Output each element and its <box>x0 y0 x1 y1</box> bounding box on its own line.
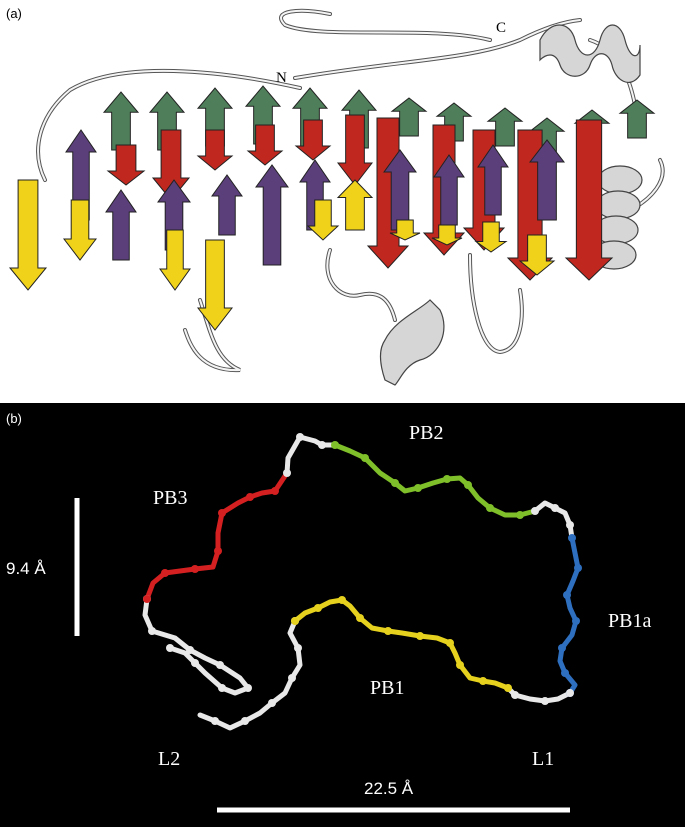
atom-bead <box>191 659 199 667</box>
atom-bead <box>416 632 424 640</box>
l2-loop <box>145 599 248 693</box>
atom-bead <box>516 511 524 519</box>
atom-bead <box>551 504 559 512</box>
atom-bead <box>331 441 339 449</box>
atom-bead <box>244 684 252 692</box>
atom-bead <box>294 644 302 652</box>
atom-bead <box>561 669 569 677</box>
atom-bead <box>566 689 574 697</box>
atom-bead <box>211 717 219 725</box>
helix-bottom <box>380 300 443 385</box>
vertical-scale-label: 9.4 Å <box>6 559 46 578</box>
atom-bead <box>314 604 322 612</box>
atom-bead <box>271 487 279 495</box>
label-pb1a: PB1a <box>608 610 652 632</box>
atom-bead <box>283 469 291 477</box>
horizontal-scale-label: 22.5 Å <box>364 779 414 798</box>
atom-bead <box>356 614 364 622</box>
atom-bead <box>143 595 151 603</box>
purple-strand <box>256 165 288 265</box>
atom-bead <box>268 699 276 707</box>
red-strand <box>108 145 144 185</box>
atom-bead <box>563 591 571 599</box>
atom-bead <box>511 691 519 699</box>
label-pb1: PB1 <box>370 677 405 699</box>
atom-bead <box>214 547 222 555</box>
top-link <box>287 437 335 473</box>
atom-bead <box>574 564 582 572</box>
atom-bead <box>216 661 224 669</box>
atom-bead <box>541 697 549 705</box>
label-pb3: PB3 <box>153 487 188 509</box>
backbone-trace <box>0 403 685 827</box>
label-l1: L1 <box>532 748 555 770</box>
yellow-strand <box>10 180 46 290</box>
purple-strand <box>106 190 136 260</box>
atom-bead <box>361 454 369 462</box>
backbone-atoms <box>143 433 582 725</box>
atom-bead <box>246 493 254 501</box>
atom-bead <box>296 433 304 441</box>
yellow-strand <box>160 230 190 290</box>
atom-bead <box>161 569 169 577</box>
atom-bead <box>391 479 399 487</box>
backbone-segments <box>145 437 578 728</box>
l2-tail <box>200 621 300 728</box>
atom-bead <box>572 617 580 625</box>
panel-a-label: (a) <box>6 6 22 21</box>
atom-bead <box>558 644 566 652</box>
atom-bead <box>166 644 174 652</box>
green-strand <box>104 92 138 150</box>
atom-bead <box>531 507 539 515</box>
beta-strands <box>10 86 654 330</box>
atom-bead <box>464 481 472 489</box>
panel-b-backbone-trace <box>0 403 685 827</box>
atom-bead <box>384 627 392 635</box>
atom-bead <box>241 717 249 725</box>
atom-bead <box>414 484 422 492</box>
red-strand <box>248 125 282 165</box>
green-strand <box>620 100 654 138</box>
atom-bead <box>191 565 199 573</box>
helix-top-right <box>540 25 640 82</box>
yellow-strand <box>64 200 96 260</box>
panel-a-ribbon-diagram <box>0 0 685 403</box>
atom-bead <box>446 639 454 647</box>
atom-bead <box>568 534 576 542</box>
atom-bead <box>338 596 346 604</box>
panel-b-label: (b) <box>6 411 22 426</box>
c-terminus-label: C <box>496 20 507 36</box>
purple-strand <box>212 175 242 235</box>
label-l2: L2 <box>158 748 181 770</box>
atom-bead <box>218 509 226 517</box>
pb1-segment <box>295 600 508 688</box>
atom-bead <box>479 677 487 685</box>
atom-bead <box>443 475 451 483</box>
atom-bead <box>566 521 574 529</box>
atom-bead <box>291 617 299 625</box>
ribbon-diagram <box>0 0 685 403</box>
atom-bead <box>148 627 156 635</box>
yellow-strand <box>338 180 372 230</box>
atom-bead <box>486 504 494 512</box>
label-pb2: PB2 <box>409 422 444 444</box>
n-terminus-label: N <box>276 70 287 86</box>
atom-bead <box>288 674 296 682</box>
red-strand <box>198 130 232 170</box>
atom-bead <box>504 684 512 692</box>
atom-bead <box>456 661 464 669</box>
atom-bead <box>318 441 326 449</box>
atom-bead <box>186 646 194 654</box>
atom-bead <box>218 684 226 692</box>
